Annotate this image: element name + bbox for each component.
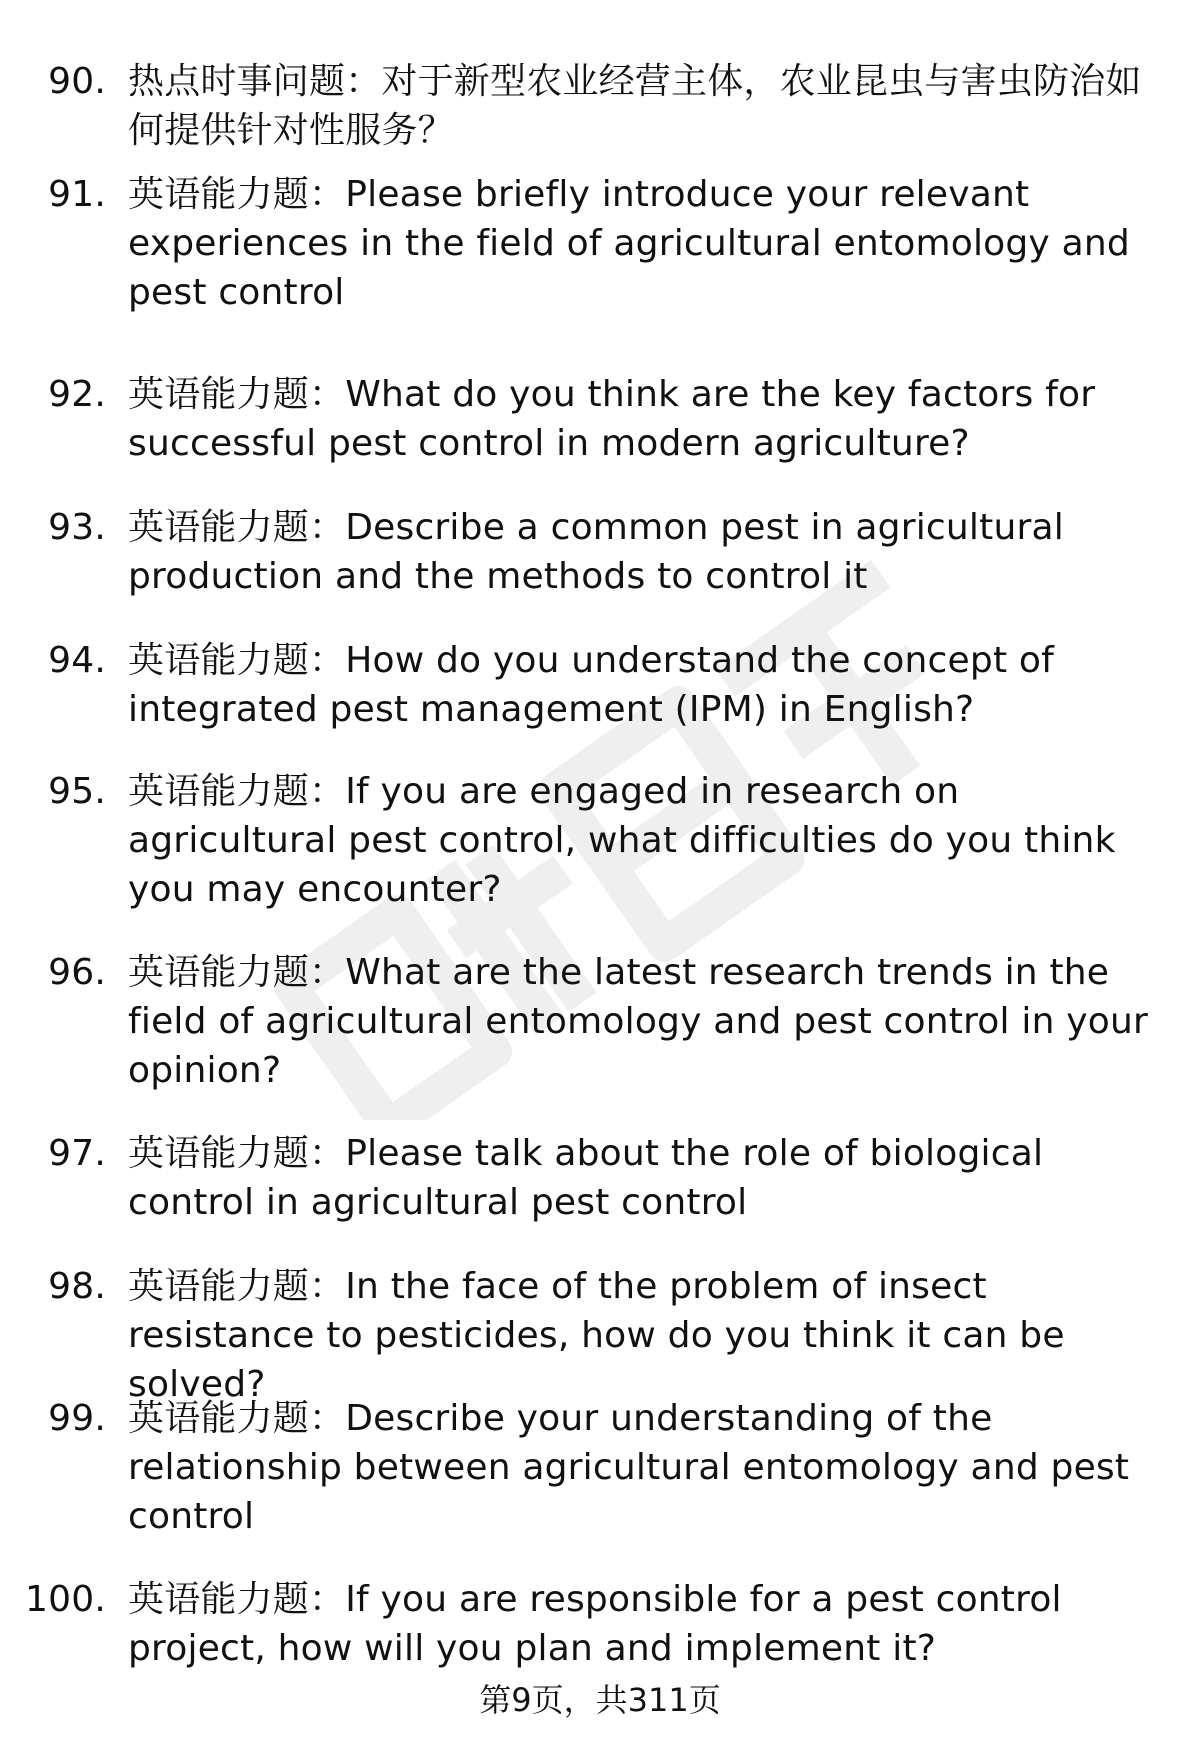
- question-body: [128, 767, 1148, 914]
- question-number: 91.: [48, 174, 106, 215]
- question-body: [128, 1262, 1148, 1409]
- question-number: 94.: [48, 640, 106, 681]
- question-text: What are the latest research trends in the field of agricultural entomology and pest control in your opinion?: [128, 952, 1148, 1091]
- question-body: [128, 57, 1148, 155]
- question-separator: ：: [309, 952, 346, 993]
- question-number: 95.: [48, 771, 106, 812]
- question-category: 英语能力题: [128, 952, 310, 993]
- question-separator: ：: [309, 374, 346, 415]
- question-body: [128, 370, 1148, 468]
- question-number: 90.: [48, 61, 106, 102]
- question-separator: ：: [309, 174, 346, 215]
- question-category: 英语能力题: [128, 640, 310, 681]
- question-number: 92.: [48, 374, 106, 415]
- question-text: Describe a common pest in agricultural production and the methods to control it: [128, 507, 1064, 597]
- question-separator: ：: [309, 1579, 346, 1620]
- question-separator: ：: [345, 61, 382, 102]
- question-category: 英语能力题: [128, 174, 310, 215]
- question-separator: ：: [309, 771, 346, 812]
- question-category: 英语能力题: [128, 374, 310, 415]
- question-separator: ：: [309, 507, 346, 548]
- question-body: [128, 1129, 1148, 1227]
- question-text: If you are engaged in research on agricultural pest control, what difficulties do you think you may encounter?: [128, 771, 1116, 910]
- question-number: 98.: [48, 1266, 106, 1307]
- question-category: 热点时事问题: [128, 61, 346, 102]
- question-text: Please briefly introduce your relevant experiences in the field of agricultural entomology and pest control: [128, 174, 1130, 313]
- page-number-footer: 第9页，共311页: [479, 1681, 721, 1719]
- question-category: 英语能力题: [128, 507, 310, 548]
- question-text: If you are responsible for a pest control project, how will you plan and implement it?: [128, 1579, 1062, 1669]
- question-text: Please talk about the role of biological control in agricultural pest control: [128, 1133, 1044, 1223]
- question-category: 英语能力题: [128, 771, 310, 812]
- question-body: [128, 636, 1148, 734]
- question-separator: ：: [309, 640, 346, 681]
- question-body: [128, 948, 1148, 1095]
- question-category: 英语能力题: [128, 1398, 310, 1439]
- question-separator: ：: [309, 1133, 346, 1174]
- question-text: In the face of the problem of insect resistance to pesticides, how do you think it can be solved?: [128, 1266, 1065, 1405]
- question-number: 96.: [48, 952, 106, 993]
- question-text: What do you think are the key factors for successful pest control in modern agriculture?: [128, 374, 1096, 464]
- question-number: 99.: [48, 1398, 106, 1439]
- question-text: How do you understand the concept of integrated pest management (IPM) in English?: [128, 640, 1054, 730]
- question-text: 对于新型农业经营主体，农业昆虫与害虫防治如何提供针对性服务？: [128, 61, 1142, 151]
- question-body: [128, 1575, 1148, 1673]
- question-body: [128, 503, 1148, 601]
- question-body: [128, 1394, 1148, 1541]
- question-separator: ：: [309, 1266, 346, 1307]
- question-body: [128, 170, 1148, 317]
- question-category: 英语能力题: [128, 1579, 310, 1620]
- question-category: 英语能力题: [128, 1133, 310, 1174]
- question-number: 93.: [48, 507, 106, 548]
- question-number: 100.: [25, 1579, 106, 1620]
- question-text: Describe your understanding of the relationship between agricultural entomology and pest control: [128, 1398, 1130, 1537]
- question-number: 97.: [48, 1133, 106, 1174]
- question-separator: ：: [309, 1398, 346, 1439]
- question-category: 英语能力题: [128, 1266, 310, 1307]
